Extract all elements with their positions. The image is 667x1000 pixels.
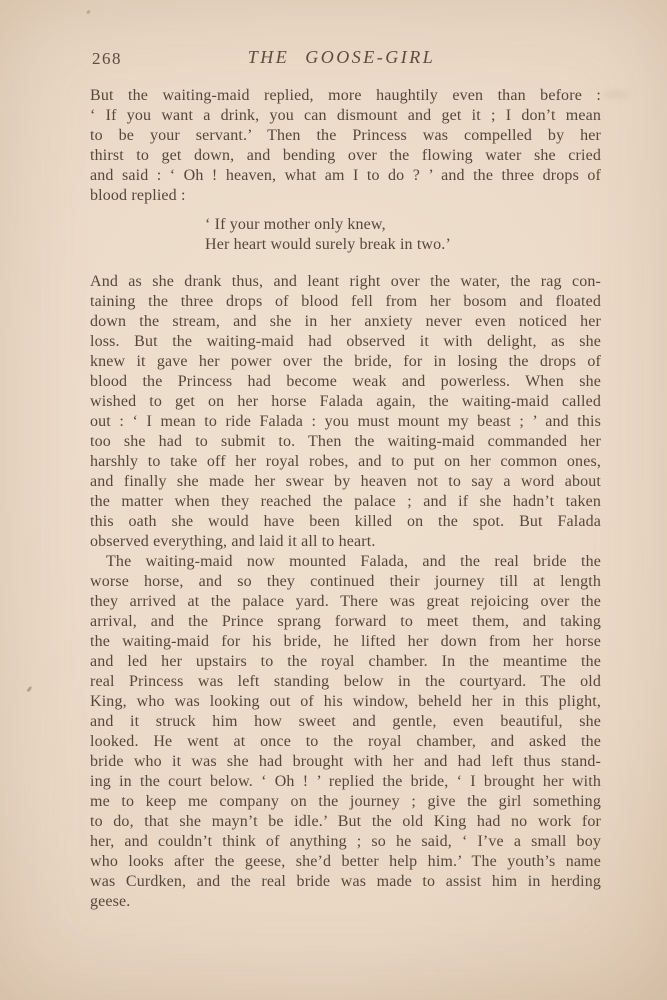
text-line: me to keep me company on the journey ; give the girl something bbox=[90, 793, 601, 810]
text-line: arrival, and the Prince sprang forward to meet them, and taking bbox=[90, 613, 601, 630]
text-line: harshly to take off her royal robes, and to put on her common ones, bbox=[90, 453, 601, 470]
text-line: King, who was looking out of his window, beheld her in this plight, bbox=[90, 693, 601, 710]
text-line: they arrived at the palace yard. There was great rejoicing over the bbox=[90, 593, 601, 610]
text-line: observed everything, and laid it all to heart. bbox=[90, 533, 376, 550]
page-header bbox=[0, 47, 667, 71]
paragraph bbox=[90, 86, 601, 206]
text-line: loss. But the waiting-maid had observed it with delight, as she bbox=[90, 333, 601, 350]
verse-line: Her heart would surely break in two.’ bbox=[205, 236, 451, 253]
verse-block bbox=[205, 215, 601, 255]
text-line: too she had to submit to. Then the waiting-maid commanded her bbox=[90, 433, 601, 450]
paragraph bbox=[90, 552, 601, 912]
ink-speck-icon bbox=[27, 686, 33, 693]
text-line: blood replied : bbox=[90, 187, 186, 204]
text-line: was Curdken, and the real bride was made to assist him in herding bbox=[90, 873, 601, 890]
text-line: taining the three drops of blood fell from her bosom and floated bbox=[90, 293, 601, 310]
text-line: bride who it was she had brought with her and had left thus stand- bbox=[90, 753, 601, 770]
text-line: and said : ‘ Oh ! heaven, what am I to do ? ’ and the three drops of bbox=[90, 167, 601, 184]
paragraph bbox=[90, 272, 601, 552]
running-title: THE GOOSE-GIRL bbox=[247, 47, 436, 67]
text-line: the matter when they reached the palace ; and if she hadn’t taken bbox=[90, 493, 601, 510]
text-line: and finally she made her swear by heaven not to say a word about bbox=[90, 473, 601, 490]
text-line: and led her upstairs to the royal chamber. In the meantime the bbox=[90, 653, 601, 670]
text-line: down the stream, and she in her anxiety never even noticed her bbox=[90, 313, 601, 330]
text-line: the waiting-maid for his bride, he lifted her down from her horse bbox=[90, 633, 601, 650]
paper-smudge bbox=[603, 90, 629, 99]
text-line: worse horse, and so they continued their journey till at length bbox=[90, 573, 601, 590]
page-number: 268 bbox=[92, 49, 122, 68]
text-line: to do, that she mayn’t be idle.’ But the old King had no work for bbox=[90, 813, 601, 830]
text-line: ‘ If you want a drink, you can dismount and get it ; I don’t mean bbox=[90, 107, 601, 124]
text-line: to be your servant.’ Then the Princess was compelled by her bbox=[90, 127, 601, 144]
verse-line: ‘ If your mother only knew, bbox=[205, 216, 386, 233]
text-line: But the waiting-maid replied, more haughtily even than before : bbox=[90, 87, 601, 104]
text-line: looked. He went at once to the royal chamber, and asked the bbox=[90, 733, 601, 750]
text-line: who looks after the geese, she’d better help him.’ The youth’s name bbox=[90, 853, 601, 870]
text-line: and it struck him how sweet and gentle, even beautiful, she bbox=[90, 713, 601, 730]
text-line: ing in the court below. ‘ Oh ! ’ replied the bride, ‘ I brought her with bbox=[90, 773, 601, 790]
text-line: real Princess was left standing below in the courtyard. The old bbox=[90, 673, 601, 690]
text-line: knew it gave her power over the bride, for in losing the drops of bbox=[90, 353, 601, 370]
text-line: thirst to get down, and bending over the flowing water she cried bbox=[90, 147, 601, 164]
ink-speck-icon bbox=[86, 10, 90, 15]
text-line: And as she drank thus, and leant right over the water, the rag con- bbox=[90, 273, 601, 290]
text-line: this oath she would have been killed on the spot. But Falada bbox=[90, 513, 601, 530]
text-body bbox=[90, 86, 601, 912]
text-line: geese. bbox=[90, 893, 131, 910]
text-line: out : ‘ I mean to ride Falada : you must mount my beast ; ’ and this bbox=[90, 413, 601, 430]
text-line: The waiting-maid now mounted Falada, and the real bride the bbox=[106, 553, 601, 570]
text-line: blood the Princess had become weak and powerless. When she bbox=[90, 373, 601, 390]
text-line: her, and couldn’t think of anything ; so he said, ‘ I’ve a small boy bbox=[90, 833, 601, 850]
text-line: wished to get on her horse Falada again, the waiting-maid called bbox=[90, 393, 601, 410]
